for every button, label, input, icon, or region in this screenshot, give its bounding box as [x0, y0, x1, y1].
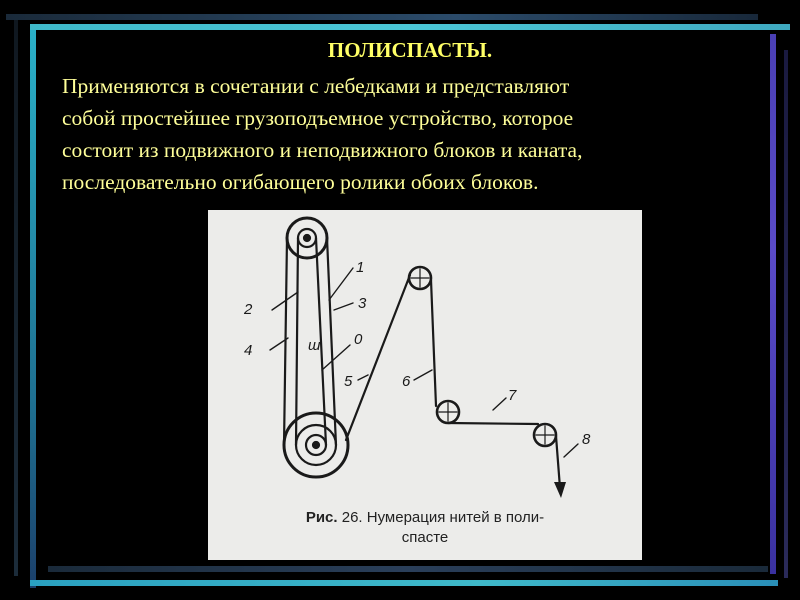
label-0: 0 [354, 331, 363, 348]
caption-prefix: Рис. [305, 509, 338, 526]
frame-bar-right [770, 34, 776, 574]
label-5: 5 [344, 373, 353, 390]
frame-bar-top-light [30, 24, 790, 30]
rope-to-pulley-2 [431, 280, 436, 406]
paragraph-line: состоит из подвижного и неподвижного блоков и каната, [62, 138, 583, 162]
load-arrow-icon [554, 482, 566, 498]
slide-title: ПОЛИСПАСТЫ. [327, 38, 493, 62]
caption-line-1 [208, 508, 642, 528]
label-3: 3 [358, 295, 367, 312]
leader-7 [493, 398, 506, 410]
paragraph-line: Применяются в сочетании с лебедками и представляют [62, 74, 570, 98]
frame-bar-left [30, 30, 36, 588]
pulley-figure [208, 210, 642, 560]
label-4: 4 [244, 342, 253, 359]
paragraph-line: последовательно огибающего ролики обоих блоков. [62, 170, 539, 194]
caption-line-2: спасте [401, 529, 449, 546]
leader-8 [564, 444, 578, 457]
frame-bar-bottom-dark [48, 566, 768, 572]
caption-text: Нумерация нитей в поли- [366, 509, 545, 526]
frame-bar-right-dark [784, 50, 788, 578]
leader-3 [334, 303, 353, 310]
rope-strand-inner-left [296, 238, 298, 445]
leader-1 [329, 268, 353, 300]
frame-bar-bottom-light [30, 580, 778, 586]
label-mark: ш [308, 337, 321, 354]
paragraph-line: собой простейшее грузоподъемное устройство, которое [62, 106, 574, 130]
leader-5 [358, 375, 368, 380]
figure-caption [208, 508, 642, 548]
caption-number: 26. [341, 509, 363, 526]
frame-bar-left-dark [14, 20, 18, 576]
rope-to-pulley-3 [448, 423, 538, 424]
label-6: 6 [402, 373, 411, 390]
rope-to-pulley-1 [346, 275, 410, 440]
top-block-axle [304, 235, 310, 241]
bottom-block-axle [313, 442, 319, 448]
slide-paragraph [62, 70, 762, 198]
label-7: 7 [508, 387, 517, 404]
leader-6 [414, 370, 432, 380]
leader-0 [322, 345, 350, 370]
rope-strand-outer-left [284, 238, 287, 445]
rope-to-load [556, 436, 560, 488]
frame-bar-top-dark [6, 14, 758, 20]
label-1: 1 [356, 259, 365, 276]
label-2: 2 [244, 301, 253, 318]
label-8: 8 [582, 431, 591, 448]
